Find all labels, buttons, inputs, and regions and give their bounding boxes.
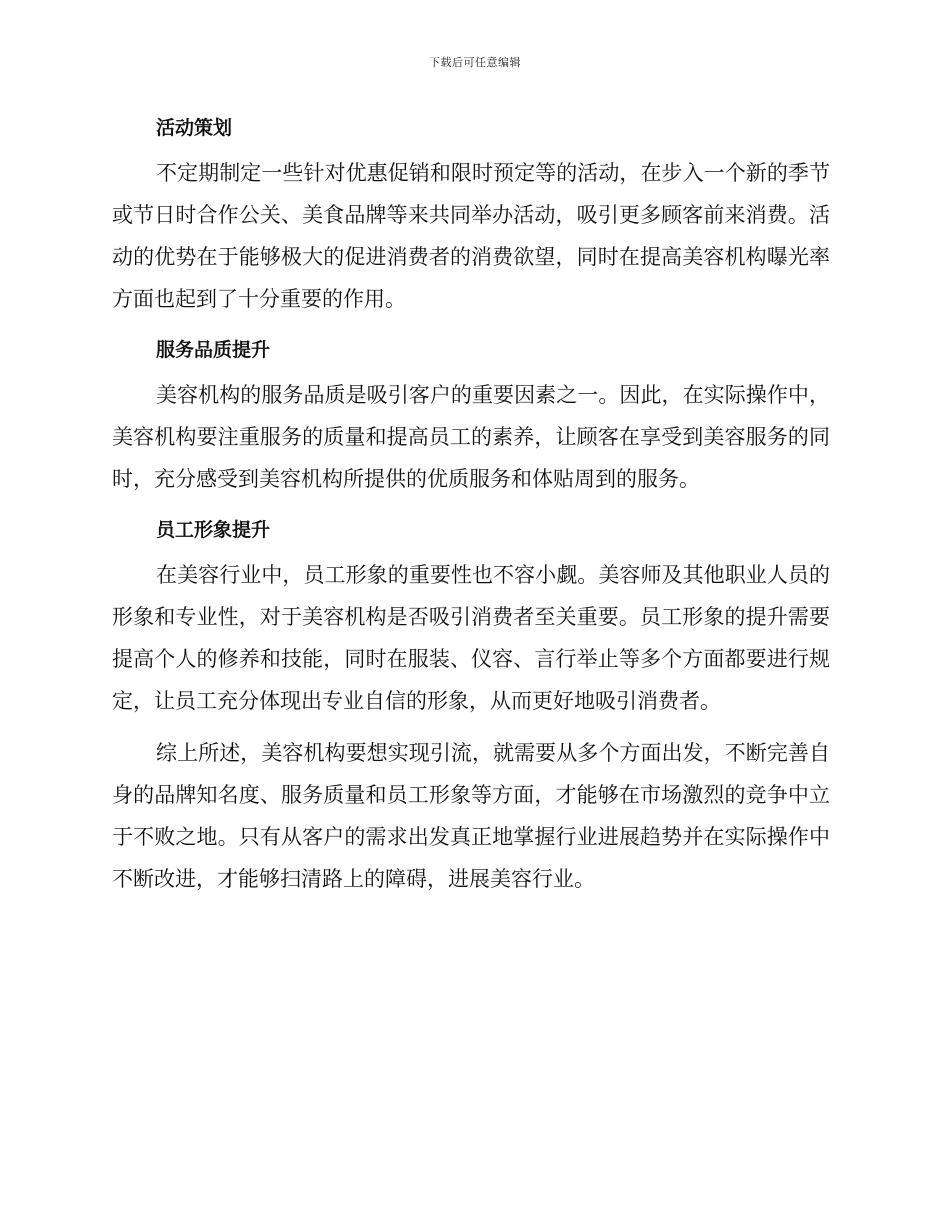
section-heading-staff-image: 员工形象提升	[156, 519, 271, 541]
section-heading-service-quality: 服务品质提升	[156, 339, 271, 361]
section-heading-activity-planning: 活动策划	[156, 117, 233, 139]
section-paragraph-activity-planning: 不定期制定一些针对优惠促销和限时预定等的活动，在步入一个新的季节或节日时合作公关、美食品牌等来共同举办活动，吸引更多顾客前来消费。活动的优势在于能够极大的促进消费者的消费欲望，同时在提高美容机构曝光率方面也起到了十分重要的作用。	[112, 161, 830, 311]
section-paragraph-service-quality: 美容机构的服务品质是吸引客户的重要因素之一。因此，在实际操作中，美容机构要注重服务的质量和提高员工的素养，让顾客在享受到美容服务的同时，充分感受到美容机构所提供的优质服务和体贴周到的服务。	[112, 383, 830, 491]
section-paragraph-staff-image: 在美容行业中，员工形象的重要性也不容小觑。美容师及其他职业人员的形象和专业性，对于美容机构是否吸引消费者至关重要。员工形象的提升需要提高个人的修养和技能，同时在服装、仪容、言行举止等多个方面都要进行规定，让员工充分体现出专业自信的形象，从而更好地吸引消费者。	[112, 563, 830, 713]
conclusion-paragraph: 综上所述，美容机构要想实现引流，就需要从多个方面出发，不断完善自身的品牌知名度、服务质量和员工形象等方面，才能够在市场激烈的竞争中立于不败之地。只有从客户的需求出发真正地掌握行业进展趋势并在实际操作中不断改进，才能够扫清路上的障碍，进展美容行业。	[112, 741, 830, 891]
header-note: 下载后可任意编辑	[429, 56, 521, 69]
document-body	[112, 108, 830, 900]
